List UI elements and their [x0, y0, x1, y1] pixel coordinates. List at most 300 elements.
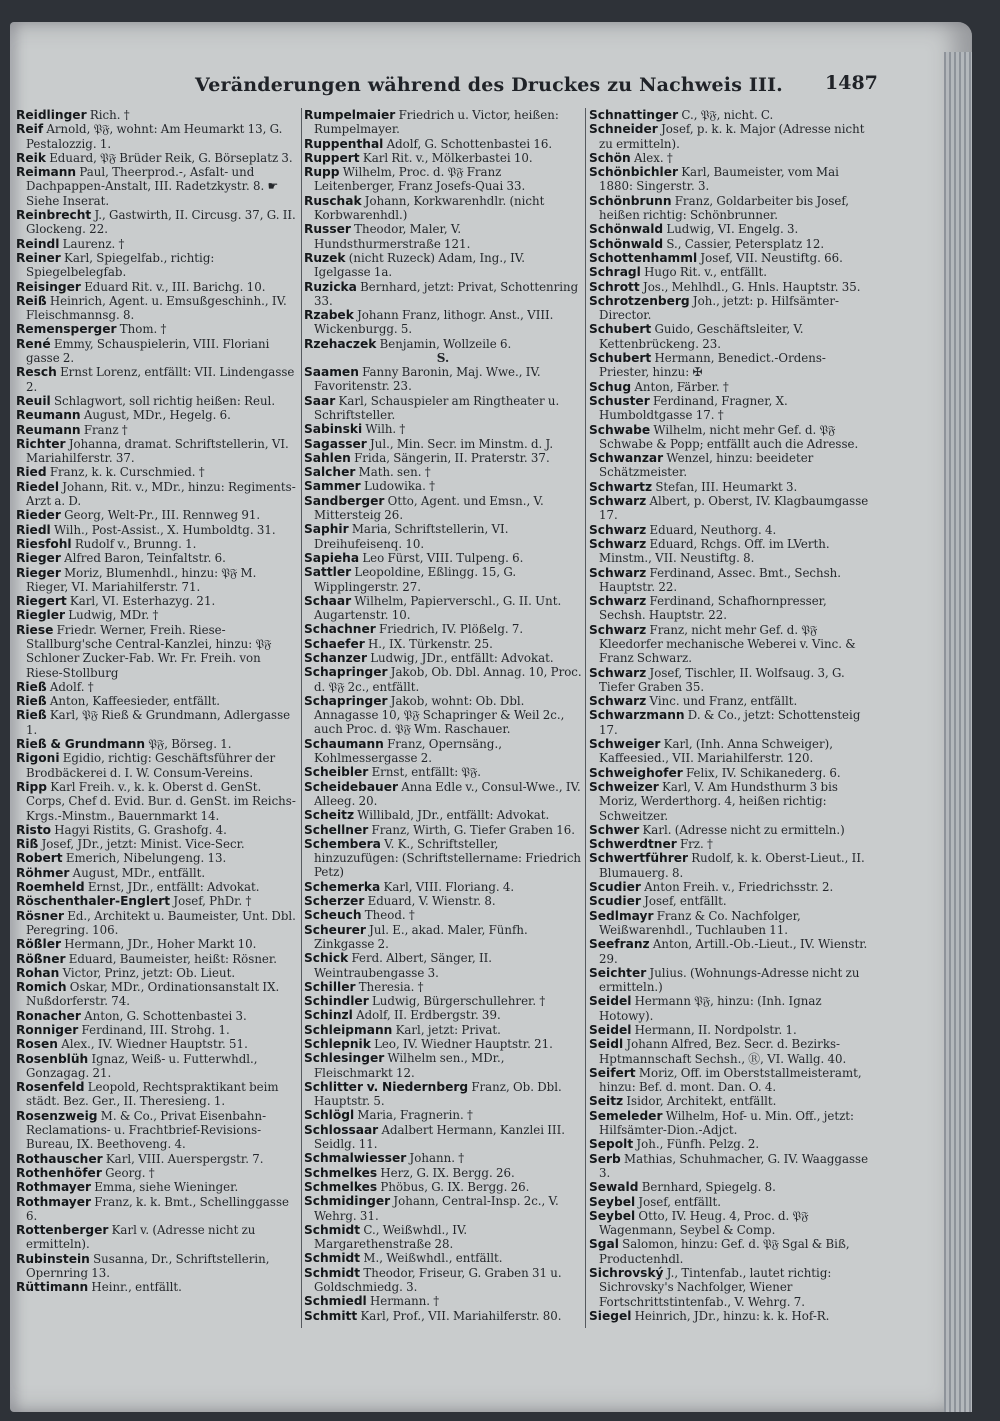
directory-entry	[16, 280, 298, 294]
entry-text: Friedrich, IV. Plößelg. 7.	[379, 622, 524, 637]
entry-name: Schneider	[589, 122, 658, 137]
entry-text: Paul, Theerprod.-, Asfalt- und Dachpappen-Anstalt, III. Radetzkystr. 8. ☛ Siehe Inserat.	[26, 165, 279, 208]
entry-name: Schubert	[589, 351, 652, 366]
column-rule	[301, 108, 302, 1328]
directory-entry	[589, 1037, 873, 1066]
directory-entry	[16, 322, 298, 336]
directory-entry	[304, 1266, 582, 1295]
entry-text: Hugo Rit. v., entfällt.	[644, 265, 768, 280]
directory-entry	[589, 1109, 873, 1138]
entry-text: August, MDr., entfällt.	[72, 865, 206, 880]
directory-entry	[589, 151, 873, 165]
entry-name: Schön	[589, 150, 631, 165]
directory-entry	[304, 251, 582, 280]
directory-entry	[16, 394, 298, 408]
entry-text: V. K., Schriftsteller, hinzuzufügen: (Schriftstellername: Friedrich Petz)	[314, 836, 582, 880]
directory-entry	[589, 380, 873, 394]
directory-entry	[589, 909, 873, 938]
entry-text: Johann Alfred, Bez. Secr. d. Bezirks-Hptmannschaft Sechsh., Ⓡ, VI. Wallg. 40.	[599, 1037, 847, 1066]
entry-text: Karl, Schauspieler am Ringtheater u. Schriftsteller.	[314, 393, 560, 422]
entry-text: Karl Freih. v., k. k. Oberst d. GenSt. Corps, Chef d. Evid. Bur. d. GenSt. im Reichs-Krgs.-Minstm., Bauernmarkt 14.	[26, 779, 296, 823]
entry-name: Röschenthaler-Englert	[16, 894, 171, 909]
directory-entry	[589, 322, 873, 351]
directory-entry	[589, 451, 873, 480]
directory-entry	[589, 1237, 873, 1266]
entry-name: Schlesinger	[304, 1051, 385, 1066]
entry-name: Schembera	[304, 836, 381, 851]
directory-entry	[589, 780, 873, 823]
entry-text: Hermann, Benedict.-Ordens-Priester, hinzu: ✠	[599, 351, 826, 380]
entry-text: Georg, Welt-Pr., III. Rennweg 91.	[64, 508, 261, 523]
directory-entry	[304, 365, 582, 394]
entry-text: Anton, G. Schottenbastei 3.	[84, 1008, 247, 1023]
entry-name: Schwarz	[589, 694, 647, 709]
directory-entry	[589, 737, 873, 766]
directory-entry	[16, 823, 298, 837]
entry-name: Schick	[304, 951, 349, 966]
entry-text: Frz. †	[679, 837, 713, 852]
entry-name: Rumpelmaier	[304, 108, 396, 122]
entry-name: Schlögl	[304, 1108, 355, 1123]
directory-entry	[304, 980, 582, 994]
directory-entry	[304, 465, 582, 479]
directory-entry	[589, 294, 873, 323]
entry-text: Julius. (Wohnungs-Adresse nicht zu ermitteln.)	[599, 965, 860, 995]
entry-text: Karl, Baumeister, vom Mai 1880: Singerstr. 3.	[599, 165, 839, 194]
entry-name: Schmidt	[304, 1251, 361, 1266]
directory-entry	[589, 894, 873, 908]
page-number: 1487	[825, 72, 878, 94]
directory-entry	[16, 1080, 298, 1109]
entry-name: Schwabe	[589, 422, 651, 437]
directory-entry	[304, 923, 582, 952]
directory-entry	[589, 265, 873, 279]
entry-name: Resch	[16, 365, 57, 380]
entry-name: Schweiger	[589, 737, 661, 752]
entry-name: Schapringer	[304, 693, 388, 708]
entry-text: Alfred Baron, Teinfaltstr. 6.	[64, 551, 226, 566]
entry-text: Josef, PhDr. †	[173, 894, 252, 909]
directory-entry	[16, 108, 298, 122]
entry-text: Franz, k. k. Curschmied. †	[49, 465, 205, 480]
directory-entry	[304, 908, 582, 922]
entry-name: Rosenzweig	[16, 1108, 98, 1123]
entry-name: Rieß	[16, 679, 47, 694]
entry-text: Math. sen. †	[358, 465, 431, 480]
entry-text: Eduard, Baumeister, heißt: Rösner.	[68, 951, 277, 966]
entry-name: Scheuch	[304, 908, 362, 923]
entry-text: Alex. †	[633, 150, 673, 165]
entry-text: Josef, entfällt.	[644, 894, 727, 909]
directory-entry	[589, 523, 873, 537]
entry-name: Schaar	[304, 593, 352, 608]
entry-name: Sgal	[589, 1237, 619, 1252]
entry-text: Albert, p. Oberst, IV. Klagbaumgasse 17.	[599, 494, 869, 523]
entry-text: Karl v. (Adresse nicht zu ermitteln).	[26, 1223, 256, 1252]
directory-entry	[589, 851, 873, 880]
entry-name: Schwarzmann	[589, 708, 685, 723]
entry-name: Seybel	[589, 1208, 636, 1223]
directory-entry	[16, 1052, 298, 1081]
directory-entry	[589, 351, 873, 380]
entry-name: Schottenhamml	[589, 250, 698, 265]
entry-text: Karl Rit. v., Mölkerbastei 10.	[362, 150, 533, 165]
entry-name: Schwarz	[589, 622, 647, 637]
entry-name: Schmidt	[304, 1222, 361, 1237]
entry-text: Joh., Fünfh. Pelzg. 2.	[636, 1137, 760, 1152]
directory-entry	[304, 665, 582, 694]
entry-name: Sahlen	[304, 450, 351, 465]
entry-name: Ronniger	[16, 1023, 79, 1037]
directory-entry	[589, 966, 873, 995]
entry-text: Moriz, Blumenhdl., hinzu: 𝔓𝔉 M. Rieger, VI. Mariahilferstr. 71.	[26, 565, 257, 594]
entry-text: Emma, siehe Wieninger.	[94, 1180, 239, 1195]
entry-name: Ruzek	[304, 250, 346, 265]
entry-text: H., IX. Türkenstr. 25.	[368, 636, 493, 651]
entry-text: Arnold, 𝔓𝔉, wohnt: Am Heumarkt 13, G. Pestalozzig. 1.	[26, 122, 283, 151]
entry-text: Joh., jetzt: p. Hilfsämter-Director.	[599, 293, 840, 323]
entry-name: Schlepnik	[304, 1037, 371, 1051]
directory-entry	[589, 1152, 873, 1181]
directory-entry	[589, 480, 873, 494]
entry-text: Adalbert Hermann, Kanzlei III. Seidlg. 11.	[314, 1122, 565, 1152]
directory-entry	[589, 1180, 873, 1194]
directory-entry	[16, 465, 298, 479]
entry-name: Schleipmann	[304, 1022, 393, 1037]
entry-text: Vinc. und Franz, entfällt.	[649, 694, 798, 709]
entry-name: Romich	[16, 980, 67, 995]
entry-name: Rothmayer	[16, 1180, 92, 1195]
directory-entry	[589, 394, 873, 423]
entry-text: Ferdinand, Schafhornpresser, Sechsh. Hauptstr. 22.	[599, 594, 827, 623]
directory-entry	[589, 566, 873, 595]
entry-text: Franz, Opernsäng., Kohlmessergasse 2.	[314, 736, 502, 766]
entry-name: Ruppert	[304, 150, 360, 165]
entry-name: Saamen	[304, 365, 359, 380]
directory-entry	[589, 694, 873, 708]
entry-text: S., Cassier, Petersplatz 12.	[666, 236, 825, 251]
directory-entry	[16, 866, 298, 880]
directory-entry	[589, 594, 873, 623]
entry-text: Adolf, II. Erdbergstr. 39.	[356, 1008, 501, 1023]
entry-text: Karl, (Inh. Anna Schweiger), Kaffeesied., VII. Mariahilferstr. 120.	[599, 737, 834, 766]
entry-text: Hermann, JDr., Hoher Markt 10.	[64, 937, 257, 952]
entry-name: Riß	[16, 837, 39, 852]
directory-entry	[304, 1309, 582, 1323]
directory-entry	[16, 880, 298, 894]
directory-entry	[304, 108, 582, 137]
entry-name: Schwarz	[589, 522, 647, 537]
directory-entry	[304, 1037, 582, 1051]
entry-text: Adolf, G. Schottenbastei 16.	[386, 136, 553, 151]
directory-entry	[304, 808, 582, 822]
directory-entry	[304, 494, 582, 523]
entry-text: Karl, VIII. Auerspergstr. 7.	[105, 1151, 264, 1166]
entry-text: Victor, Prinz, jetzt: Ob. Lieut.	[62, 965, 236, 980]
directory-entry	[304, 337, 582, 351]
directory-entry	[304, 694, 582, 737]
entry-text: Leopold, Rechtspraktikant beim städt. Bez. Ger., II. Theresieng. 1.	[26, 1080, 279, 1109]
directory-entry	[16, 1166, 298, 1180]
directory-entry	[16, 1195, 298, 1224]
entry-name: Scheitz	[304, 808, 355, 823]
entry-name: Schindler	[304, 994, 369, 1009]
entry-text: Wenzel, hinzu: beeideter Schätzmeister.	[599, 451, 814, 480]
entry-name: Rothauscher	[16, 1151, 103, 1166]
entry-text: Heinr., entfällt.	[91, 1280, 182, 1295]
entry-name: Ruschak	[304, 193, 362, 208]
entry-name: Russer	[304, 222, 351, 237]
entry-text: Karl, VI. Esterhazyg. 21.	[69, 594, 216, 609]
directory-entry	[16, 1037, 298, 1051]
entry-text: Anton, Färber. †	[634, 379, 729, 394]
entry-text: J., Tintenfab., lautet richtig: Sichrovsky's Nachfolger, Wiener Fortschrittstintenfab., V. Wehrg. 7.	[599, 1266, 832, 1309]
entry-name: Scheurer	[304, 922, 366, 937]
entry-text: Wilh. †	[365, 422, 406, 437]
entry-name: Schwarz	[589, 494, 647, 509]
directory-entry	[16, 594, 298, 608]
directory-entry	[16, 780, 298, 823]
entry-text: Anton, Kaffeesieder, entfällt.	[49, 694, 221, 709]
entry-text: Johann. †	[409, 1151, 465, 1166]
entry-text: Karl, jetzt: Privat.	[395, 1022, 501, 1037]
section-letter: S.	[436, 351, 450, 366]
directory-entry	[304, 551, 582, 565]
directory-entry	[304, 637, 582, 651]
directory-entry	[16, 966, 298, 980]
entry-text: Leo, IV. Wiedner Hauptstr. 21.	[374, 1037, 553, 1051]
directory-entry	[304, 394, 582, 423]
directory-entry	[304, 1151, 582, 1165]
entry-text: Heinrich, Agent. u. Emsußgeschinh., IV. Fleischmannsg. 8.	[26, 293, 287, 323]
directory-entry	[16, 1023, 298, 1037]
entry-name: Schlitter v. Niedernberg	[304, 1079, 469, 1094]
entry-text: Anton, Artill.-Ob.-Lieut., IV. Wienstr. 29.	[599, 937, 868, 966]
entry-name: Schwarz	[589, 665, 647, 680]
entry-name: Schubert	[589, 322, 652, 337]
directory-entry	[16, 165, 298, 208]
entry-name: Sichrovský	[589, 1266, 664, 1281]
entry-name: René	[16, 336, 51, 351]
entry-name: Ruzicka	[304, 279, 357, 294]
entry-text: Emerich, Nibelungeng. 13.	[65, 851, 227, 866]
directory-entry	[589, 122, 873, 151]
entry-text: Karl, 𝔓𝔉 Rieß & Grundmann, Adlergasse 1.	[26, 708, 291, 737]
entry-name: Scheidebauer	[304, 779, 399, 794]
entry-text: Jul. E., akad. Maler, Fünfh. Zinkgasse 2.	[314, 922, 528, 951]
directory-entry	[16, 608, 298, 622]
entry-name: Ripp	[16, 779, 48, 794]
entry-name: Ruppenthal	[304, 136, 384, 151]
entry-name: Schönwald	[589, 222, 664, 237]
entry-name: Serb	[589, 1151, 621, 1166]
entry-name: Schmelkes	[304, 1165, 378, 1180]
entry-name: Schmitt	[304, 1308, 358, 1323]
entry-text: Otto, IV. Heug. 4, Proc. d. 𝔓𝔉 Wagenmann, Seybel & Comp.	[599, 1208, 809, 1238]
entry-name: Rieß	[16, 694, 47, 709]
directory-entry	[16, 952, 298, 966]
entry-name: Schmidinger	[304, 1194, 391, 1209]
entry-name: Schmidt	[304, 1265, 361, 1280]
entry-name: Rosenfeld	[16, 1080, 85, 1095]
directory-entry	[589, 108, 873, 122]
entry-text: Karl. (Adresse nicht zu ermitteln.)	[642, 822, 845, 837]
directory-entry	[304, 137, 582, 151]
entry-text: M., Weißwhdl., entfällt.	[363, 1251, 503, 1266]
directory-entry	[304, 1108, 582, 1122]
entry-text: Phöbus, G. IX. Bergg. 26.	[380, 1179, 530, 1194]
entry-text: Franz †	[83, 422, 128, 437]
entry-text: Ernst, entfällt: 𝔓𝔉.	[371, 765, 482, 780]
entry-name: Schachner	[304, 622, 376, 637]
entry-text: Ed., Architekt u. Baumeister, Unt. Dbl. Peregring. 106.	[26, 908, 296, 937]
entry-name: Sandberger	[304, 493, 385, 508]
entry-name: Rosenblüh	[16, 1051, 89, 1066]
entry-name: Riegler	[16, 608, 66, 623]
directory-entry	[589, 194, 873, 223]
directory-entry	[16, 537, 298, 551]
entry-name: Schragl	[589, 265, 641, 280]
entry-name: Schnattinger	[589, 108, 679, 122]
entry-text: Josef, entfällt.	[638, 1194, 721, 1209]
entry-text: Wilh., Post-Assist., X. Humboldtg. 31.	[53, 522, 276, 537]
entry-name: Sewald	[589, 1180, 639, 1195]
entry-text: Karl, Spiegelfab., richtig: Spiegelbelegfab.	[26, 250, 215, 280]
entry-text: Adolf. †	[49, 679, 94, 694]
entry-name: Schönbichler	[589, 165, 678, 180]
directory-entry	[16, 551, 298, 565]
directory-entry	[16, 680, 298, 694]
directory-entry	[589, 1209, 873, 1238]
directory-entry	[589, 837, 873, 851]
entry-name: Reiß	[16, 293, 47, 308]
entry-text: Hermann. †	[369, 1294, 440, 1309]
directory-entry	[589, 823, 873, 837]
entry-text: Josef, p. k. k. Major (Adresse nicht zu ermitteln).	[599, 122, 865, 151]
entry-text: Heinrich, JDr., hinzu: k. k. Hof-R.	[634, 1308, 830, 1323]
directory-entry	[304, 222, 582, 251]
entry-name: Seybel	[589, 1194, 636, 1209]
directory-entry	[304, 651, 582, 665]
directory-entry	[589, 623, 873, 666]
entry-name: Reik	[16, 150, 46, 165]
entry-name: Semeleder	[589, 1108, 663, 1123]
directory-entry	[304, 837, 582, 880]
entry-text: Wilhelm sen., MDr., Fleischmarkt 12.	[314, 1051, 505, 1080]
entry-name: Schiller	[304, 979, 356, 994]
directory-entry	[16, 337, 298, 366]
entry-text: Jakob, wohnt: Ob. Dbl. Annagasse 10, 𝔓𝔉 Schapringer & Weil 2c., auch Proc. d. 𝔓𝔉 Wm. Raschauer.	[314, 693, 565, 737]
entry-text: Hermann, II. Nordpolstr. 1.	[634, 1023, 797, 1037]
entry-text: Wilhelm, Papierverschl., G. II. Unt. Augartenstr. 10.	[314, 593, 562, 623]
entry-name: Rupp	[304, 165, 340, 180]
entry-name: Schaumann	[304, 736, 384, 751]
directory-entry	[16, 1252, 298, 1281]
entry-name: Rößner	[16, 951, 66, 966]
directory-entry	[16, 623, 298, 680]
entry-name: Schapringer	[304, 665, 388, 680]
directory-entry	[304, 894, 582, 908]
directory-entry	[16, 480, 298, 509]
entry-text: Guido, Geschäftsleiter, V. Kettenbrückeng. 23.	[599, 322, 804, 351]
directory-entry	[16, 894, 298, 908]
entry-text: Thom. †	[119, 322, 167, 337]
entry-name: Reif	[16, 122, 44, 137]
entry-name: Schweighofer	[589, 765, 683, 780]
entry-name: Salcher	[304, 465, 356, 480]
entry-name: Reidlinger	[16, 108, 87, 122]
entry-name: Scudier	[589, 894, 641, 909]
directory-entry	[304, 1251, 582, 1265]
directory-entry	[16, 508, 298, 522]
entry-text: Friedrich u. Victor, heißen: Rumpelmayer.	[314, 108, 559, 137]
entry-text: Josef, JDr., jetzt: Minist. Vice-Secr.	[41, 837, 245, 852]
entry-text: Theodor, Friseur, G. Graben 31 u. Goldschmiedg. 3.	[314, 1265, 562, 1295]
column-3	[589, 108, 873, 1328]
entry-name: Schweizer	[589, 779, 659, 794]
directory-entry	[16, 208, 298, 237]
directory-entry	[589, 423, 873, 452]
entry-name: Schwer	[589, 822, 640, 837]
directory-entry	[16, 851, 298, 865]
entry-name: Schlossaar	[304, 1122, 379, 1137]
entry-name: Sagasser	[304, 436, 367, 451]
entry-name: Reimann	[16, 165, 77, 180]
entry-text: Georg. †	[105, 1165, 155, 1180]
entry-text: Ferd. Albert, Sänger, II. Weintraubengasse 3.	[314, 951, 493, 980]
directory-entry	[304, 194, 582, 223]
directory-entry	[589, 165, 873, 194]
entry-name: Schwerdtner	[589, 837, 677, 852]
entry-text: (nicht Ruzeck) Adam, Ing., IV. Igelgasse 1a.	[314, 250, 525, 280]
entry-name: Riegert	[16, 594, 67, 609]
entry-name: Saphir	[304, 522, 349, 537]
directory-entry	[304, 1051, 582, 1080]
entry-name: Rothmayer	[16, 1194, 92, 1209]
directory-entry	[589, 1094, 873, 1108]
directory-entry	[16, 694, 298, 708]
entry-text: Josef, Tischler, II. Wolfsaug. 3, G. Tiefer Graben 35.	[599, 665, 845, 694]
entry-text: Leo Fürst, VIII. Tulpeng. 6.	[362, 550, 524, 565]
entry-text: Franz, Ob. Dbl. Hauptstr. 5.	[314, 1079, 562, 1109]
directory-entry	[304, 780, 582, 809]
entry-name: Schellner	[304, 822, 369, 837]
entry-text: Susanna, Dr., Schriftstellerin, Opernring 13.	[26, 1251, 270, 1281]
entry-text: Johanna, dramat. Schriftstellerin, VI. Mariahilferstr. 37.	[26, 436, 289, 466]
directory-entry	[16, 751, 298, 780]
entry-text: Rudolf v., Brunng. 1.	[74, 536, 197, 551]
entry-name: Rieß	[16, 708, 47, 723]
directory-entry	[16, 737, 298, 751]
directory-entry	[304, 1180, 582, 1194]
directory-entry	[16, 365, 298, 394]
entry-text: Benjamin, Wollzeile 6.	[379, 336, 512, 351]
directory-entry	[589, 222, 873, 236]
entry-name: Reumann	[16, 408, 81, 423]
entry-text: M. & Co., Privat Eisenbahn-Reclamations- u. Frachtbrief-Revisions-Bureau, IX. Beethoveng. 4.	[26, 1108, 267, 1152]
entry-text: Hermann 𝔓𝔉, hinzu: (Inh. Ignaz Hotowy).	[599, 994, 822, 1023]
entry-name: Sepolt	[589, 1137, 634, 1152]
directory-entry	[304, 994, 582, 1008]
directory-entry	[304, 1223, 582, 1252]
entry-text: Wilhelm, Hof- u. Min. Off., jetzt: Hilfsämter-Dion.-Adjct.	[599, 1108, 855, 1138]
directory-entry	[16, 937, 298, 951]
entry-text: Schlagwort, soll richtig heißen: Reul.	[53, 393, 276, 408]
entry-text: Theod. †	[364, 908, 415, 923]
entry-text: Salomon, hinzu: Gef. d. 𝔓𝔉 Sgal & Biß, Productenhdl.	[599, 1237, 850, 1266]
directory-entry	[304, 880, 582, 894]
directory-entry	[304, 1080, 582, 1109]
